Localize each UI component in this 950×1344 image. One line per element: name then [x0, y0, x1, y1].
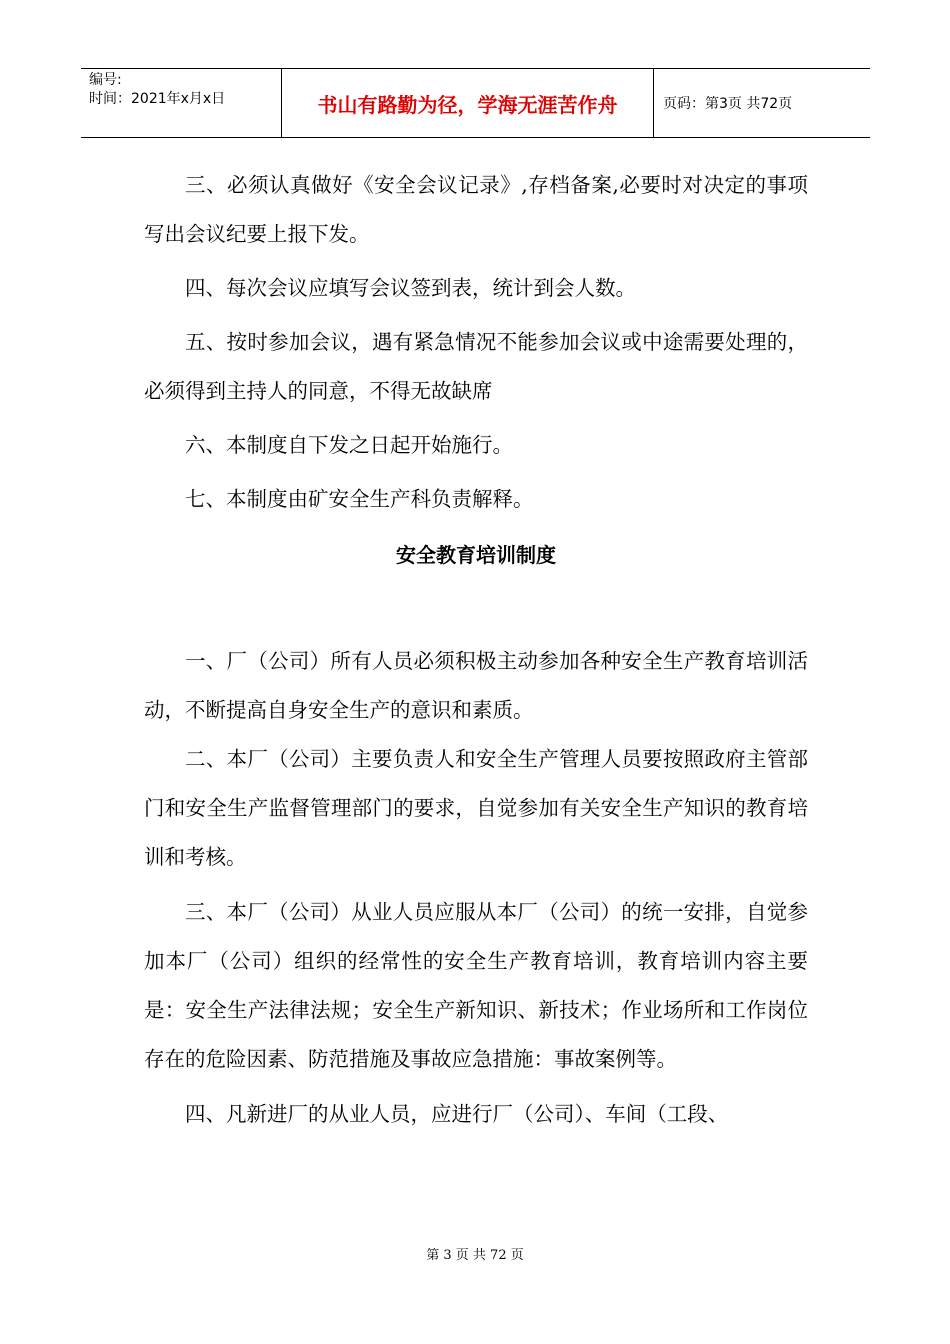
header-meta-cell [81, 69, 282, 137]
paragraph: 七、本制度由矿安全生产科负责解释。 [185, 487, 534, 511]
page-footer: 第 3 页 共 72 页 [426, 1248, 524, 1263]
paragraph: 二、本厂（公司）主要负责人和安全生产管理人员要按照政府主管部门和安全生产监督管理部门的要求，自觉参加有关安全生产知识的教育培训和考核。 [144, 747, 808, 869]
page-header [81, 68, 870, 138]
paragraph: 三、本厂（公司）从业人员应服从本厂（公司）的统一安排，自觉参加本厂（公司）组织的经常性的安全生产教育培训，教育培训内容主要是：安全生产法律法规；安全生产新知识、新技术；作业场所和工作岗位存在的危险因素、防范措施及事故应急措施：事故案例等。 [144, 900, 808, 1071]
paragraph: 四、凡新进厂的从业人员，应进行厂（公司）、车间（工段、 [185, 1102, 729, 1126]
paragraph: 五、按时参加会议，遇有紧急情况不能参加会议或中途需要处理的，必须得到主持人的同意，不得无故缺席 [144, 330, 808, 403]
header-motto-cell [282, 69, 654, 137]
paragraph: 四、每次会议应填写会议签到表，统计到会人数。 [185, 276, 636, 300]
section-title: 安全教育培训制度 [396, 543, 556, 567]
date-label: 时间：2021年x月x日 [89, 91, 226, 107]
paragraph: 六、本制度自下发之日起开始施行。 [185, 433, 513, 457]
paragraph: 三、必须认真做好《安全会议记录》,存档备案,必要时对决定的事项写出会议纪要上报下发。 [144, 173, 808, 246]
header-page-cell [654, 69, 870, 137]
section-1-body [144, 161, 808, 524]
page-info-text: 页码：第3页 共72页 [663, 96, 793, 112]
section-2-body [144, 637, 808, 1139]
serial-number-label: 编号: [89, 72, 122, 88]
motto-text: 书山有路勤为径，学海无涯苦作舟 [317, 92, 618, 117]
paragraph: 一、厂（公司）所有人员必须积极主动参加各种安全生产教育培训活动，不断提高自身安全生产的意识和素质。 [144, 649, 808, 722]
